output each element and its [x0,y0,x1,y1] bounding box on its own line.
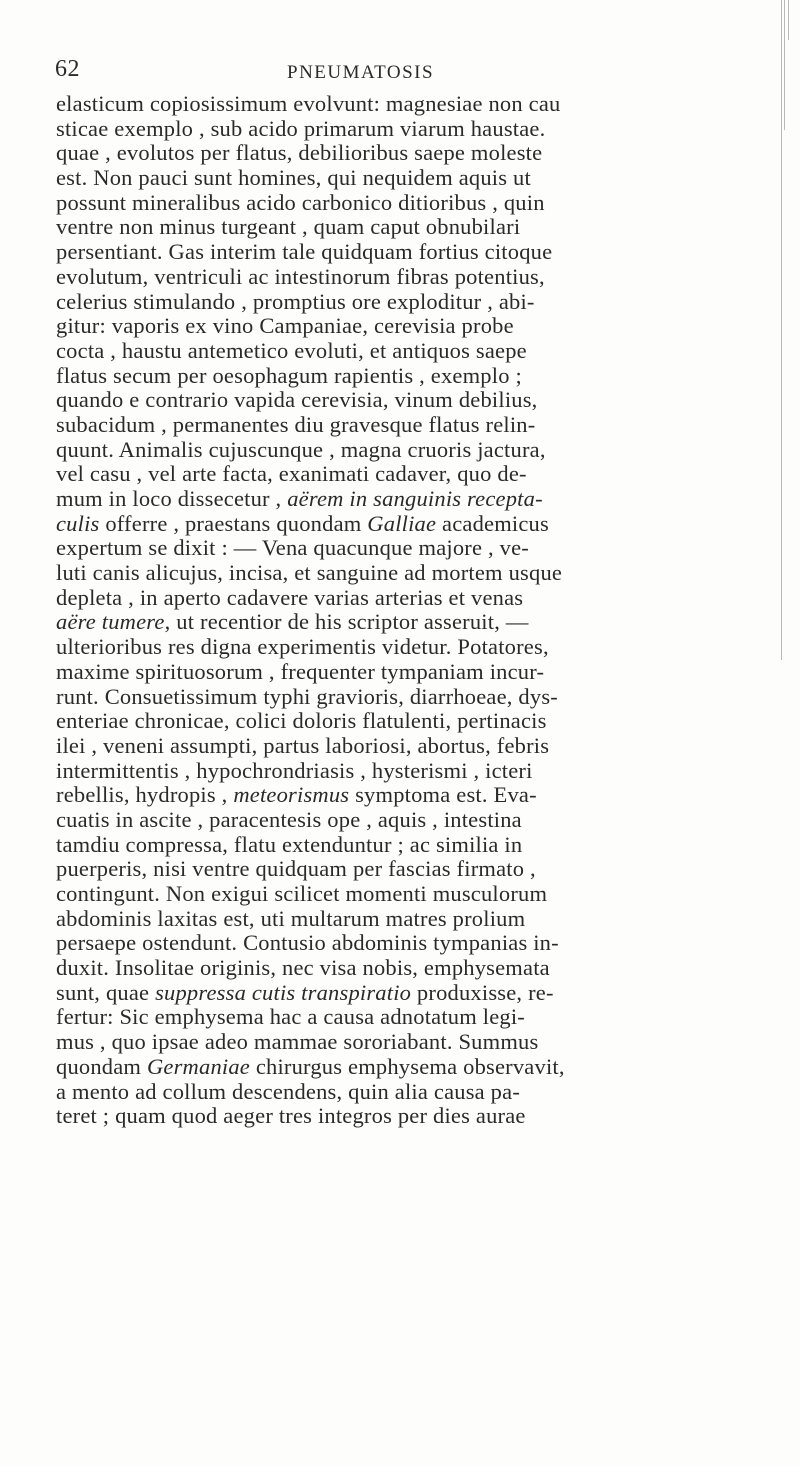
text-line [56,635,786,660]
text-line [56,92,786,117]
text-line [56,512,786,537]
text-line [56,314,786,339]
italic-text: Germaniae [146,1053,250,1079]
text-segment: mus , quo ipsae adeo mammae sororiabant. Summus [56,1029,539,1055]
text-segment: ventre non minus turgeant , quam caput obnubilari [56,214,521,240]
italic-text: suppressa cutis transpiratio [155,979,412,1005]
text-segment: offerre , praestans quondam [99,510,368,536]
text-segment: luti canis alicujus, incisa, et sanguine ad mortem usque [56,560,563,586]
text-line [56,586,786,611]
text-line [56,1030,786,1055]
text-segment: elasticum copiosissimum evolvunt: magnesiae non cau [56,91,561,116]
italic-text: meteorismus [233,782,350,808]
text-line [56,141,786,166]
text-line [56,907,786,932]
text-line [56,536,786,561]
text-segment: academicus [436,510,549,536]
text-line [56,610,786,635]
italic-text: culis [56,510,100,536]
text-segment: puerperis, nisi ventre quidquam per fascias firmato , [56,856,536,882]
text-segment: rebellis, hydropis , [56,782,234,808]
text-line [56,438,786,463]
text-line [56,487,786,512]
text-segment: , ut recentior de his scriptor asseruit, — [164,609,529,635]
text-segment: chirurgus emphysema observavit, [250,1053,565,1079]
text-segment: ulterioribus res digna experimentis videtur. Potatores, [56,634,549,660]
text-segment: teret ; quam quod aeger tres integros per dies aurae [56,1103,526,1129]
text-segment: evolutum, ventriculi ac intestinorum fibras potentius, [56,263,545,289]
italic-text: aëre tumere [56,609,165,635]
text-segment: abdominis laxitas est, uti multarum matres prolium [56,905,526,931]
text-segment: runt. Consuetissimum typhi gravioris, diarrhoeae, dys- [56,683,558,709]
text-line [56,931,786,956]
text-line [56,857,786,882]
text-segment: vel casu , vel arte facta, exanimati cadaver, quo de- [56,461,527,487]
text-segment: persentiant. Gas interim tale quidquam fortius citoque [56,239,553,265]
text-segment: symptoma est. Eva- [349,782,537,808]
text-line [56,240,786,265]
text-segment: depleta , in aperto cadavere varias arterias et venas [56,584,524,610]
text-line [56,215,786,240]
text-line [56,1080,786,1105]
text-segment: enteriae chronicae, colici doloris flatulenti, pertinacis [56,708,547,734]
body-text [56,92,786,1129]
text-line [56,759,786,784]
text-line [56,462,786,487]
text-line [56,981,786,1006]
page-edge-line [788,0,789,40]
text-line [56,956,786,981]
text-segment: quando e contrario vapida cerevisia, vinum debilius, [56,387,538,413]
text-segment: subacidum , permanentes diu gravesque flatus relin- [56,411,536,437]
text-line [56,290,786,315]
text-line [56,808,786,833]
text-segment: fertur: Sic emphysema hac a causa adnotatum legi- [56,1004,525,1030]
text-line [56,660,786,685]
text-line [56,709,786,734]
text-segment: est. Non pauci sunt homines, qui nequidem aquis ut [56,165,531,191]
text-segment: intermittentis , hypochrondriasis , hysterismi , icteri [56,757,533,783]
text-segment: sunt, quae [56,979,156,1005]
text-segment: mum in loco dissecetur , [56,486,288,511]
text-line [56,364,786,389]
text-segment: celerius stimulando , promptius ore exploditur , abi- [56,288,535,314]
text-line [56,734,786,759]
text-line [56,1104,786,1129]
text-line [56,1005,786,1030]
text-segment: sticae exemplo , sub acido primarum viarum haustae. [56,115,546,141]
text-line [56,833,786,858]
text-segment: quae , evolutos per flatus, debilioribus saepe moleste [56,140,543,166]
text-line [56,339,786,364]
text-segment: tamdiu compressa, flatu extenduntur ; ac similia in [56,831,523,857]
text-line [56,882,786,907]
text-segment: maxime spirituosorum , frequenter tympaniam incur- [56,658,545,684]
text-segment: contingunt. Non exigui scilicet momenti musculorum [56,881,548,906]
text-segment: quunt. Animalis cujuscunque , magna cruoris jactura, [56,436,546,462]
text-segment: possunt mineralibus acido carbonico ditioribus , quin [56,189,545,215]
text-segment: quondam [56,1053,147,1079]
text-segment: duxit. Insolitae originis, nec visa nobis, emphysemata [56,955,550,981]
text-line [56,413,786,438]
text-line [56,166,786,191]
italic-text: aërem in sanguinis recepta- [287,486,543,511]
italic-text: Galliae [367,510,437,536]
text-segment: gitur: vaporis ex vino Campaniae, cerevisia probe [56,313,514,339]
text-segment: expertum se dixit : — Vena quacunque majore , ve- [56,535,529,561]
text-line [56,1055,786,1080]
text-line [56,265,786,290]
text-segment: flatus secum per oesophagum rapientis , exemplo ; [56,362,522,388]
page-number: 62 [55,56,80,82]
page-header [55,56,765,86]
text-segment: cuatis in ascite , paracentesis ope , aquis , intestina [56,806,522,832]
text-segment: cocta , haustu antemetico evoluti, et antiquos saepe [56,337,527,363]
text-segment: produxisse, re- [411,979,554,1005]
text-line [56,783,786,808]
text-line [56,561,786,586]
text-segment: persaepe ostendunt. Contusio abdominis tympanias in- [56,930,559,956]
text-line [56,685,786,710]
running-title: PNEUMATOSIS [287,62,435,83]
text-line [56,191,786,216]
text-segment: a mento ad collum descendens, quin alia causa pa- [56,1078,521,1104]
text-segment: ilei , veneni assumpti, partus laboriosi, abortus, febris [56,732,550,758]
text-line [56,388,786,413]
text-line [56,117,786,142]
